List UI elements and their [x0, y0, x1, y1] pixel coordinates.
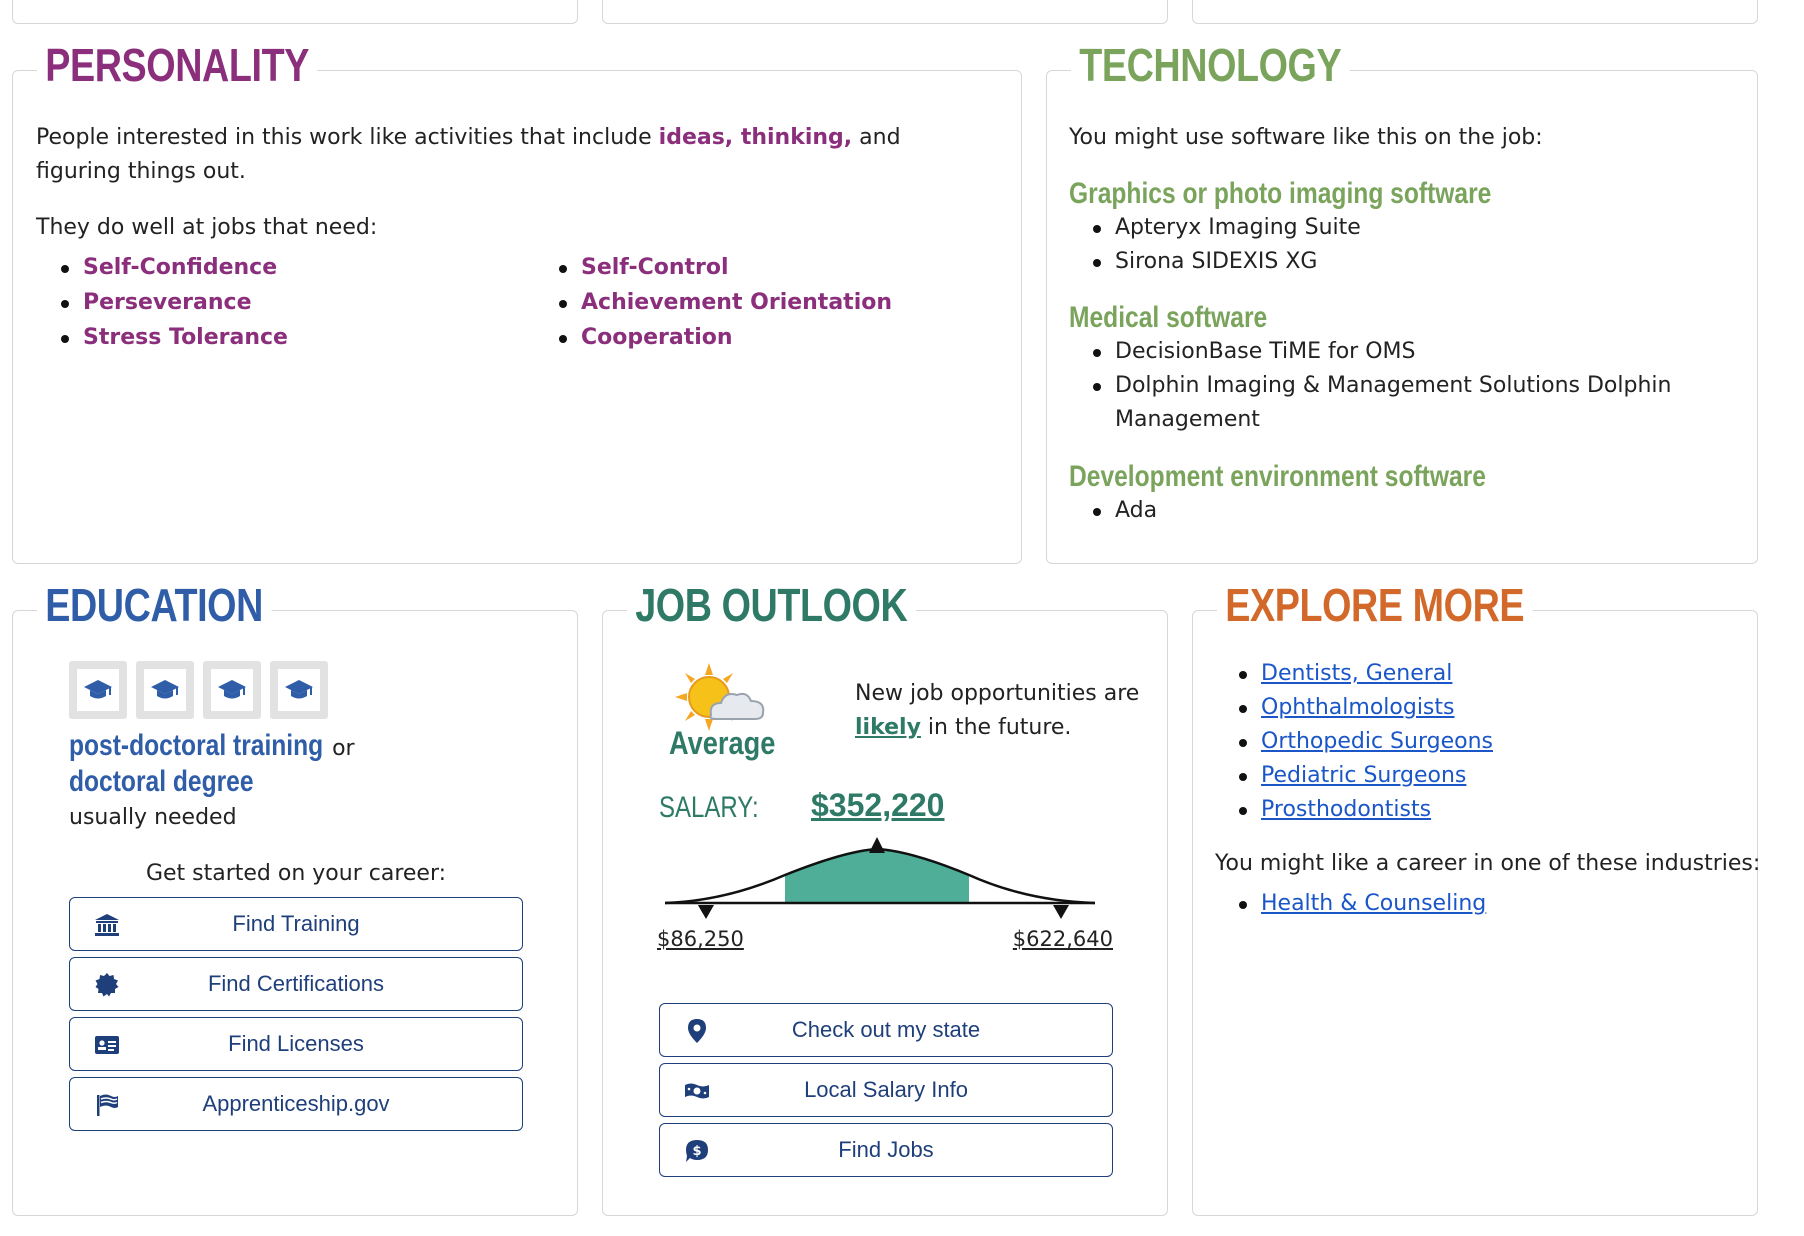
find-licenses-label: Find Licenses [228, 1031, 364, 1056]
technology-card [1046, 39, 1758, 564]
graduation-cap-icon [203, 661, 261, 719]
personality-intro-before: People interested in this work like activities that include [36, 125, 659, 150]
tech-item: DecisionBase TiME for OMS [1085, 335, 1705, 369]
explore-list-item [1231, 793, 1493, 827]
salary-range-markers [655, 905, 1115, 929]
find-training-button[interactable] [69, 897, 523, 951]
outlook-label: Average [669, 725, 776, 761]
explore-list-item [1231, 759, 1493, 793]
find-certifications-button[interactable] [69, 957, 523, 1011]
outlook-text-after: in the future. [920, 715, 1072, 740]
related-career-link[interactable]: Dentists, General [1261, 661, 1453, 686]
related-career-link[interactable]: Prosthodontists [1261, 797, 1432, 822]
salary-low-link[interactable]: $86,250 [657, 927, 744, 951]
dollar-chat-icon [684, 1138, 710, 1164]
explore-more-card [1192, 579, 1761, 1216]
salary-distribution-chart [655, 833, 1115, 913]
degree-usually: usually needed [69, 805, 237, 830]
degree-primary: post-doctoral training [69, 729, 324, 762]
top-card-left [12, 0, 578, 24]
related-career-link[interactable]: Ophthalmologists [1261, 695, 1455, 720]
salary-value-link[interactable]: $352,220 [811, 787, 945, 823]
salary-high-link[interactable]: $622,640 [1012, 927, 1113, 951]
industry-list-item [1231, 887, 1486, 921]
industries-list [1231, 887, 1486, 921]
find-jobs-button[interactable] [659, 1123, 1113, 1177]
trait-item: Stress Tolerance [53, 321, 288, 355]
apprenticeship-button[interactable] [69, 1077, 523, 1131]
personality-need-label: They do well at jobs that need: [36, 215, 378, 240]
explore-links-list [1231, 657, 1493, 827]
explore-list-item [1231, 691, 1493, 725]
tech-item: Sirona SIDEXIS XG [1085, 245, 1361, 279]
outlook-text-before: New job opportunities are [855, 681, 1140, 706]
industry-link[interactable]: Health & Counseling [1261, 891, 1487, 916]
explore-more-title: EXPLORE MORE [1217, 577, 1532, 633]
find-jobs-label: Find Jobs [838, 1137, 934, 1162]
get-started-label: Get started on your career: [145, 861, 447, 886]
tech-item: Apteryx Imaging Suite [1085, 211, 1361, 245]
find-certifications-label: Find Certifications [207, 971, 385, 996]
check-state-button[interactable] [659, 1003, 1113, 1057]
map-pin-icon [684, 1018, 710, 1044]
job-outlook-card [602, 579, 1168, 1216]
find-training-label: Find Training [232, 911, 360, 936]
job-outlook-title: JOB OUTLOOK [627, 577, 916, 633]
related-career-link[interactable]: Pediatric Surgeons [1261, 763, 1467, 788]
id-card-icon [94, 1032, 120, 1058]
trait-item: Self-Control [551, 251, 892, 285]
median-marker [869, 837, 885, 853]
tech-group-heading: Medical software [1069, 301, 1268, 334]
salary-label: SALARY: [659, 791, 759, 824]
svg-text:$: $ [692, 1144, 702, 1159]
tech-group-list [1085, 335, 1705, 437]
low-tick-marker [698, 905, 714, 919]
personality-intro [36, 121, 976, 189]
tech-group-heading: Development environment software [1069, 460, 1486, 493]
top-card-right [1192, 0, 1758, 24]
tech-group-heading: Graphics or photo imaging software [1069, 177, 1492, 210]
money-icon [684, 1078, 710, 1104]
outlook-text [855, 677, 1145, 745]
salary-curve-fill [785, 849, 969, 903]
traits-list-left [53, 251, 288, 355]
personality-card [12, 39, 1022, 564]
trait-item: Perseverance [53, 286, 288, 320]
flag-icon [94, 1092, 120, 1118]
education-card [12, 579, 578, 1216]
education-degree [69, 729, 489, 835]
likely-link[interactable]: likely [855, 715, 921, 740]
bank-icon [94, 912, 120, 938]
technology-title: TECHNOLOGY [1071, 37, 1349, 93]
certificate-icon [94, 972, 120, 998]
graduation-cap-icon [136, 661, 194, 719]
top-card-middle [602, 0, 1168, 24]
explore-list-item [1231, 725, 1493, 759]
trait-item: Achievement Orientation [551, 286, 892, 320]
tech-item: Ada [1085, 494, 1157, 528]
personality-title: PERSONALITY [37, 37, 317, 93]
education-title: EDUCATION [37, 577, 271, 633]
personality-intro-after: and figuring things out. [36, 125, 901, 184]
local-salary-label: Local Salary Info [804, 1077, 968, 1102]
check-state-label: Check out my state [791, 1017, 981, 1042]
related-career-link[interactable]: Orthopedic Surgeons [1261, 729, 1493, 754]
technology-intro: You might use software like this on the job: [1069, 125, 1543, 150]
tech-group-list [1085, 211, 1361, 279]
trait-item: Self-Confidence [53, 251, 288, 285]
graduation-cap-icon [270, 661, 328, 719]
tech-item: Dolphin Imaging & Management Solutions Dolphin Management [1085, 369, 1705, 437]
degree-secondary: doctoral degree [69, 765, 254, 798]
tech-group-list [1085, 494, 1157, 528]
traits-list-right [551, 251, 892, 355]
find-licenses-button[interactable] [69, 1017, 523, 1071]
personality-intro-highlight: ideas, thinking, [658, 125, 853, 150]
graduation-cap-icon [69, 661, 127, 719]
explore-list-item [1231, 657, 1493, 691]
trait-item: Cooperation [551, 321, 892, 355]
apprenticeship-label: Apprenticeship.gov [202, 1091, 390, 1116]
high-tick-marker [1053, 905, 1069, 919]
industries-label: You might like a career in one of these industries: [1215, 851, 1761, 876]
degree-or: or [332, 736, 355, 761]
local-salary-button[interactable] [659, 1063, 1113, 1117]
